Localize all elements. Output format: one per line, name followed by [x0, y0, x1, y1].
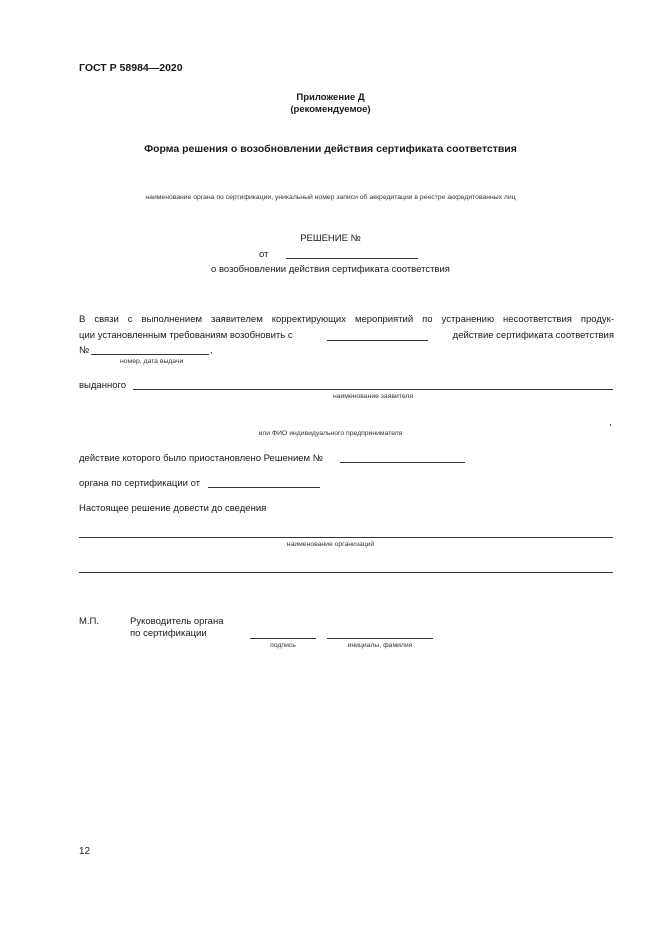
head-title-line-2: по сертификации — [130, 628, 207, 639]
certificate-comma: , — [210, 345, 213, 356]
name-hint: инициалы, фамилия — [347, 642, 413, 649]
applicant-comma: , — [609, 417, 612, 428]
certificate-no-line — [91, 354, 209, 355]
body-line-2b: действие сертификата соответствия — [452, 330, 614, 341]
certification-body-date-line — [208, 487, 320, 488]
appendix-note: (рекомендуемое) — [290, 104, 371, 115]
appendix-title: Приложение Д — [296, 92, 365, 103]
issued-label: выданного — [79, 380, 127, 391]
notify-label: Настоящее решение довести до сведения — [79, 503, 267, 514]
certificate-no-label: № — [79, 345, 90, 356]
individual-entrepreneur-hint: или ФИО индивидуального предпринимателя — [258, 430, 403, 437]
certification-body-from-label: органа по сертификации от — [79, 478, 200, 489]
organizations-line-2 — [79, 572, 613, 573]
resume-date-line — [327, 340, 428, 341]
decision-date-line — [286, 258, 418, 259]
stamp-label: М.П. — [79, 616, 100, 627]
body-line-2a: ции установленным требованиям возобновить с — [79, 330, 293, 341]
decision-from-label: от — [259, 249, 269, 260]
number-date-hint: номер, дата выдачи — [120, 358, 184, 365]
applicant-hint: наименование заявителя — [332, 393, 414, 400]
signature-hint: подпись — [270, 642, 296, 649]
standard-header: ГОСТ Р 58984—2020 — [79, 62, 183, 74]
organizations-line-1 — [79, 537, 613, 538]
signature-line — [250, 638, 316, 639]
applicant-line — [133, 389, 613, 390]
page-number: 12 — [79, 846, 91, 857]
suspension-decision-line — [340, 462, 465, 463]
organizations-hint: наименование организаций — [286, 541, 375, 548]
org-name-hint: наименование органа по сертификации, уникальный номер записи об аккредитации в реестре аккредитованных лиц — [145, 194, 516, 201]
form-title: Форма решения о возобновлении действия сертификата соответствия — [144, 143, 517, 155]
body-line-1: В связи с выполнением заявителем корректирующих мероприятий по устранению несоответствия продук- — [79, 314, 614, 325]
decision-label: РЕШЕНИЕ № — [300, 233, 361, 244]
suspended-label: действие которого было приостановлено Решением № — [79, 453, 323, 464]
name-line — [327, 638, 433, 639]
head-title-line-1: Руководитель органа — [130, 616, 224, 627]
decision-subject: о возобновлении действия сертификата соответствия — [211, 264, 450, 275]
